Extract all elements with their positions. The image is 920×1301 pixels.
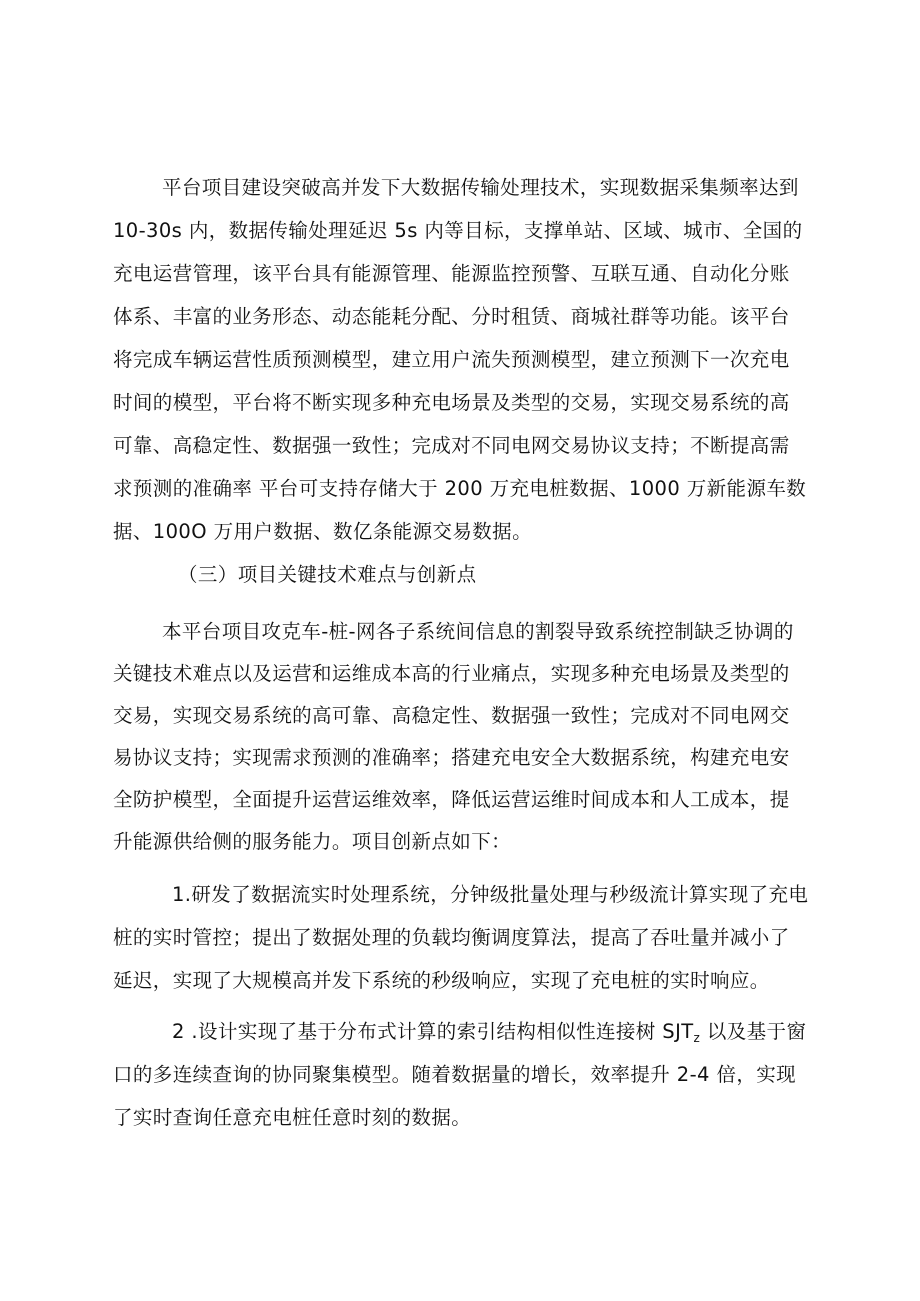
paragraph-2-line-4: 易协议支持；实现需求预测的准确率；搭建充电安全大数据系统，构建充电安 [113, 746, 790, 769]
paragraph-1-line-3: 充电运营管理，该平台具有能源管理、能源监控预警、互联互通、自动化分账 [113, 262, 790, 285]
item-2-line-1-tail: 以及基于窗 [700, 1020, 807, 1043]
paragraph-2-line-3: 交易，实现交易系统的高可靠、高稳定性、数据强一致性；完成对不同电网交 [113, 704, 790, 727]
item-2-line-2: 口的多连续查询的协同聚集模型。随着数据量的增长，效率提升 2-4 倍，实现 [113, 1063, 797, 1086]
item-1-line-1: 1.研发了数据流实时处理系统，分钟级批量处理与秒级流计算实现了充电 [172, 883, 809, 906]
item-1-line-3: 延迟，实现了大规模高并发下系统的秒级响应，实现了充电桩的实时响应。 [113, 969, 770, 992]
paragraph-2-line-5: 全防护模型，全面提升运营运维效率，降低运营运维时间成本和人工成本，提 [113, 788, 790, 811]
section-heading: （三）项目关键技术难点与创新点 [178, 563, 477, 586]
item-2-line-3: 了实时查询任意充电桩任意时刻的数据。 [113, 1106, 472, 1129]
paragraph-1-line-7: 可靠、高稳定性、数据强一致性；完成对不同电网交易协议支持；不断提高需 [113, 434, 790, 457]
paragraph-1-line-1: 平台项目建设突破高并发下大数据传输处理技术，实现数据采集频率达到 [162, 176, 799, 199]
paragraph-1-line-9: 据、100O 万用户数据、数亿条能源交易数据。 [113, 520, 532, 543]
paragraph-2-line-6: 升能源供给侧的服务能力。项目创新点如下： [113, 830, 512, 853]
paragraph-1-line-5: 将完成车辆运营性质预测模型，建立用户流失预测模型，建立预测下一次充电 [113, 348, 790, 371]
paragraph-1-line-4: 体系、丰富的业务形态、动态能耗分配、分时租赁、商城社群等功能。该平台 [113, 305, 790, 328]
paragraph-1-line-8: 求预测的准确率 平台可支持存储大于 200 万充电桩数据、1000 万新能源车数 [113, 477, 807, 500]
paragraph-1-line-2: 10-30s 内，数据传输处理延迟 5s 内等目标，支撑单站、区域、城市、全国的 [113, 219, 803, 242]
paragraph-2-line-2: 关键技术难点以及运营和运维成本高的行业痛点，实现多种充电场景及类型的 [113, 662, 790, 685]
item-2-line-1 [172, 1020, 806, 1050]
paragraph-1-line-6: 时间的模型，平台将不断实现多种充电场景及类型的交易，实现交易系统的高 [113, 391, 790, 414]
item-2-line-1-text: 2 .设计实现了基于分布式计算的索引结构相似性连接树 SJT [172, 1020, 694, 1043]
item-2-subscript: z [693, 1031, 701, 1045]
item-1-line-2: 桩的实时管控；提出了数据处理的负载均衡调度算法，提高了吞吐量并减小了 [113, 926, 790, 949]
paragraph-2-line-1: 本平台项目攻克车-桩-网各子系统间信息的割裂导致系统控制缺乏协调的 [162, 620, 794, 643]
